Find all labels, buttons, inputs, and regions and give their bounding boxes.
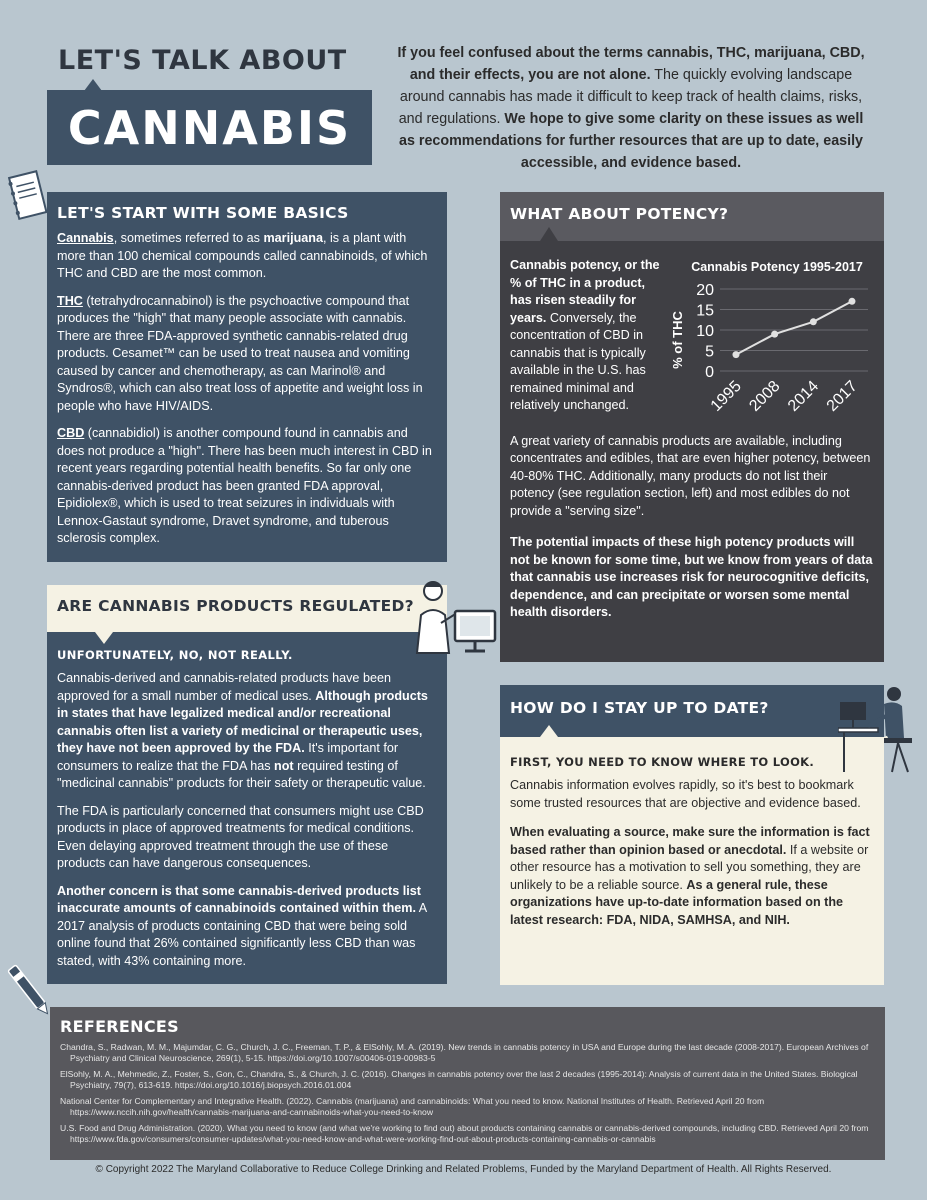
potency-left-bold: Cannabis potency, or the % of THC in a product, has risen steadily for years.	[510, 258, 660, 325]
chart-y-ticks	[696, 282, 714, 381]
potency-heading: WHAT ABOUT POTENCY?	[510, 205, 729, 223]
stay-panel	[500, 737, 884, 985]
chart-point	[810, 318, 817, 325]
chart-x-tick-label: 2014	[784, 377, 823, 415]
regulated-heading: ARE CANNABIS PRODUCTS REGULATED?	[57, 597, 414, 615]
stay-paragraph-1: Cannabis information evolves rapidly, so it's best to bookmark some trusted resources that are objective and evidence based.	[510, 778, 861, 810]
term-cbd: CBD	[57, 426, 85, 440]
chart-grid	[720, 289, 868, 371]
regulated-paragraph-1	[57, 670, 437, 793]
chart-y-tick-label: 0	[705, 364, 714, 381]
reference-item: Chandra, S., Radwan, M. M., Majumdar, C. G., Church, J. C., Freeman, T. P., & ElSohly, M. A. (2019). New trends in cannabis potency in USA and Europe during the last decade (2008-2017). European Archives of Psychiatry and Clinical Neuroscience, 269(1), 5-15. https://doi.org/10.1007/s00406-019-00983-5	[60, 1042, 869, 1063]
potency-p3-bold: The potential impacts of these high potency products will not be known for some time, but we know from years of data that cannabis use increases risk for neurocognitive deficits, dependence, and can precipitate or worsen some mental health disorders.	[510, 535, 873, 619]
chart-y-tick-label: 15	[696, 302, 714, 320]
regulated-notch	[95, 632, 113, 644]
potency-chart	[660, 255, 880, 455]
woman-at-computer-icon	[405, 575, 500, 655]
chart-x-tick-label: 2017	[823, 377, 861, 415]
stay-p2-text: If a website or other resource has a motivation to sell you something, they are unlikely to be a reliable source.	[510, 842, 869, 892]
regulated-paragraph-2: The FDA is particularly concerned that consumers might use CBD products in place of approved treatments for medical conditions. Even delaying approved treatment through the use of these products can have dangerous consequences.	[57, 803, 424, 870]
basics-cannabis-paragraph	[57, 230, 437, 283]
reg-p1-bold: Although products in states that have legalized medical and/or recreational cannabis often list a variety of medicinal or therapeutic uses, they have not been approved by the FDA.	[57, 688, 428, 755]
potency-chart-svg	[660, 255, 880, 455]
references-panel	[50, 1007, 885, 1160]
potency-panel	[500, 241, 884, 662]
regulated-panel	[47, 632, 447, 984]
stay-heading: HOW DO I STAY UP TO DATE?	[510, 699, 769, 717]
reg-p1-c: required testing of "medicinal cannabis" products for their safety or therapeutic value.	[57, 758, 426, 790]
potency-notch	[540, 227, 558, 241]
reference-item: National Center for Complementary and Integrative Health. (2022). Cannabis (marijuana) and cannabinoids: What you need to know. National Institutes of Health. Retrieved April 20 from https://www.nccih.nih.gov/health/cannabis-marijuana-and-cannabinoids-what-you-need-to-know	[60, 1096, 765, 1117]
chart-y-tick-label: 5	[705, 343, 714, 361]
term-cannabis: Cannabis	[57, 231, 114, 245]
potency-paragraph-2: A great variety of cannabis products are available, including concentrates and edibles, that are even higher potency, between 40-80% THC. Additionally, many products do not list their potency (see regulation section, left) and most edibles do not provide a "serving size".	[510, 433, 871, 518]
stay-subheading: FIRST, YOU NEED TO KNOW WHERE TO LOOK.	[510, 755, 815, 769]
term-thc: THC	[57, 293, 83, 308]
chart-point	[849, 298, 856, 305]
potency-left-text: Conversely, the concentration of CBD in cannabis that is typically available in the U.S. has remained minimal and relatively unchanged.	[510, 310, 646, 412]
chart-x-tick-label: 1995	[707, 377, 745, 415]
basics-cbd-paragraph	[57, 425, 437, 548]
regulated-paragraph-3	[57, 883, 437, 971]
chart-point	[771, 331, 778, 338]
potency-paragraph-3	[510, 534, 874, 622]
term-marijuana: marijuana	[263, 231, 323, 245]
stay-p2-bold: When evaluating a source, make sure the information is fact based rather than opinion based or anecdotal.	[510, 825, 870, 857]
reg-p1-not: not	[274, 758, 294, 773]
intro-bold-2: We hope to give some clarity on these issues as well as recommendations for further resources that are up to date, easily accessible, and evidence based.	[399, 111, 864, 171]
chart-y-tick-label: 20	[696, 282, 714, 299]
chart-y-tick-label: 10	[696, 323, 714, 340]
man-at-desk-icon	[838, 682, 918, 774]
basics-heading: LET'S START WITH SOME BASICS	[57, 204, 349, 222]
title-box	[47, 90, 372, 165]
basics-panel	[47, 192, 447, 562]
reg-p1-b: It's important for consumers to realize that the FDA has	[57, 741, 399, 773]
regulated-header	[47, 585, 447, 632]
pen-icon	[4, 958, 54, 1022]
copyright-text: © Copyright 2022 The Maryland Collaborative to Reduce College Drinking and Related Problems, Funded by the Maryland Department of Health. All Rights Reserved.	[95, 1164, 832, 1175]
basics-p3-text: (cannabidiol) is another compound found in cannabis and does not produce a "high". There has been much interest in CBD in recent years regarding potential health benefits. So far only one cannabis-derived product has been granted FDA approval, Epidiolex®, which is used to treat seizures in individuals with Lennox-Gastaut syndrome, Dravet syndrome, and tuberous sclerosis complex.	[57, 426, 432, 545]
basics-thc-paragraph	[57, 293, 437, 416]
intro-bold-1: If you feel confused about the terms cannabis, THC, marijuana, CBD, and their effects, you are not alone.	[397, 45, 865, 83]
basics-p1-a: , sometimes referred to as	[113, 231, 264, 245]
reference-item: ElSohly, M. A., Mehmedic, Z., Foster, S., Gon, C., Chandra, S., & Church, J. C. (2016). Changes in cannabis potency over the last 2 decades (1995-2014): Analysis of current data in the United States. Biological Psychiatry, 79(7), 613-619. https://doi.org/10.1016/j.biopsych.2016.01.004	[60, 1069, 858, 1090]
references-heading: REFERENCES	[60, 1017, 179, 1036]
chart-title: Cannabis Potency 1995-2017	[691, 260, 863, 274]
stay-paragraph-2	[510, 824, 874, 929]
potency-intro	[510, 257, 660, 415]
intro-text	[392, 42, 870, 174]
notebook-icon	[6, 168, 50, 224]
intro-text-1: The quickly evolving landscape around cannabis has made it difficult to keep track of health claims, risks, and regulations.	[398, 67, 863, 127]
chart-point	[733, 351, 740, 358]
page-title: CANNABIS	[67, 100, 352, 155]
reg-p3-bold: Another concern is that some cannabis-derived products list inaccurate amounts of cannabinoids contained within them.	[57, 883, 421, 915]
basics-p1-b: , is a plant with more than 100 chemical compounds called cannabinoids, of which THC and CBD are the most common.	[57, 231, 428, 280]
reference-item: U.S. Food and Drug Administration. (2020). What you need to know (and what we're working to find out) about products containing cannabis or cannabis-derived compounds, including CBD. Retrieved April 20 from https://www.fda.gov/consumers/consumer-updates/what-you-need-know-and-what-were-working-find-out-about-products-containing-cannabis-or-cannabis	[60, 1123, 869, 1144]
reg-p3-text: A 2017 analysis of products containing CBD that were being sold online found that 26% contained significantly less CBD than was stated, with 43% containing more.	[57, 901, 427, 968]
basics-p2-text: (tetrahydrocannabinol) is the psychoactive compound that produces the "high" that many people associate with cannabis. There are three FDA-approved synthetic cannabis-related drug products. Cesamet™ can be used to treat nausea and vomiting caused by cancer and chemotherapy, as can Marinol® and Syndros®, which can also treat loss of appetite and weight loss in people who have HIV/AIDS.	[57, 293, 423, 413]
regulated-subheading: UNFORTUNATELY, NO, NOT REALLY.	[57, 648, 293, 662]
lets-talk-label: LET'S TALK ABOUT	[58, 45, 347, 76]
reg-p1-a: Cannabis-derived and cannabis-related products have been approved for a small number of medical uses.	[57, 671, 391, 703]
chart-x-tick-label: 2008	[746, 377, 784, 415]
chart-ylabel: % of THC	[670, 311, 685, 369]
chart-x-ticks	[708, 378, 861, 415]
stay-p2-bold2: As a general rule, these organizations have up-to-date information based on the latest research: FDA, NIDA, SAMHSA, and NIH.	[510, 877, 844, 927]
stay-notch	[540, 725, 558, 737]
